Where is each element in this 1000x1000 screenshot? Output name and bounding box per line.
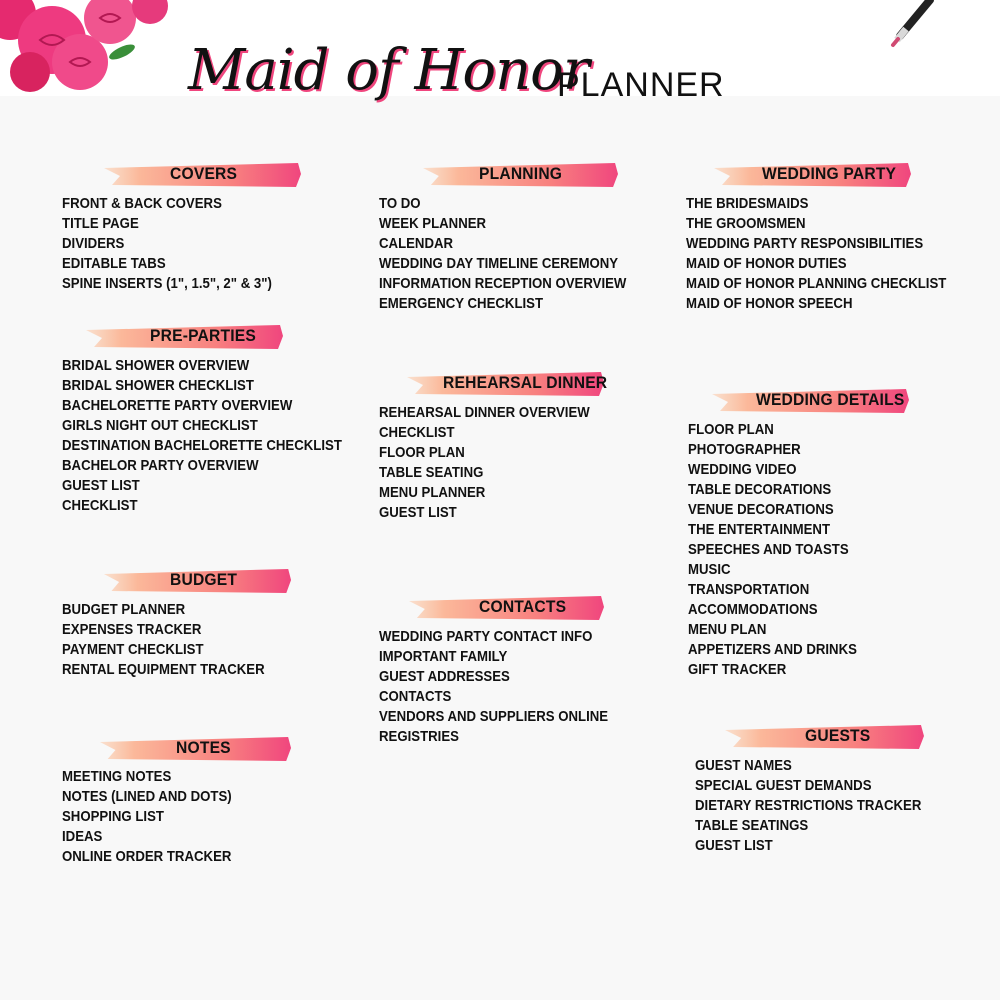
list-item: TITLE PAGE [62,215,139,232]
list-item: MENU PLAN [688,621,767,638]
list-item: BACHELORETTE PARTY OVERVIEW [62,397,293,414]
list-item: MEETING NOTES [62,768,172,785]
list-item: GIFT TRACKER [688,661,787,678]
section-header [421,160,619,190]
section-title: COVERS [170,164,238,183]
section-title: GUESTS [805,726,871,745]
list-item: PHOTOGRAPHER [688,441,801,458]
list-item: EXPENSES TRACKER [62,621,202,638]
list-item: TRANSPORTATION [688,581,810,598]
section-header [405,369,608,399]
list-item: CHECKLIST [379,424,455,441]
section-wedding-party [686,160,976,314]
section-header [102,160,302,190]
list-item: SHOPPING LIST [62,808,164,825]
list-item: DIETARY RESTRICTIONS TRACKER [695,797,922,814]
list-item: GUEST LIST [379,504,457,521]
list-item: THE ENTERTAINMENT [688,521,831,538]
section-header [102,566,292,596]
section-title: BUDGET [170,570,238,589]
section-header [84,322,284,352]
section-planning [379,160,659,314]
list-item: SPINE INSERTS (1", 1.5", 2" & 3") [62,275,272,292]
list-item: CALENDAR [379,235,454,252]
item-list [379,194,659,314]
list-item: MUSIC [688,561,731,578]
list-item: BRIDAL SHOWER CHECKLIST [62,377,254,394]
item-list [379,403,659,523]
item-list [62,194,322,294]
section-budget [62,566,322,680]
section-notes [62,734,322,867]
list-item: REGISTRIES [379,728,459,745]
list-item: SPECIAL GUEST DEMANDS [695,777,872,794]
list-item: CONTACTS [379,688,452,705]
list-item: NOTES (LINED AND DOTS) [62,788,232,805]
list-item: THE GROOMSMEN [686,215,806,232]
item-list [688,420,978,680]
list-item: ONLINE ORDER TRACKER [62,848,232,865]
list-item: WEDDING PARTY RESPONSIBILITIES [686,235,924,252]
list-item: APPETIZERS AND DRINKS [688,641,857,658]
list-item: GUEST LIST [62,477,140,494]
section-title: WEDDING DETAILS [756,390,905,409]
list-item: IDEAS [62,828,103,845]
section-header [407,593,605,623]
list-item: EDITABLE TABS [62,255,166,272]
list-item: MAID OF HONOR SPEECH [686,295,853,312]
list-item: FLOOR PLAN [379,444,465,461]
item-list [379,627,659,747]
section-title: WEDDING PARTY [762,164,897,183]
list-item: CHECKLIST [62,497,138,514]
item-list [62,356,362,516]
section-pre-parties [62,322,362,516]
section-header [723,722,925,752]
section-header [712,160,912,190]
list-item: TABLE SEATING [379,464,484,481]
list-item: TABLE SEATINGS [695,817,809,834]
item-list [62,767,322,867]
section-header [710,386,910,416]
list-item: WEDDING PARTY CONTACT INFO [379,628,593,645]
list-item: WEEK PLANNER [379,215,487,232]
list-item: GUEST ADDRESSES [379,668,510,685]
list-item: ACCOMMODATIONS [688,601,818,618]
list-item: GUEST LIST [695,837,773,854]
section-header [98,734,292,764]
list-item: FLOOR PLAN [688,421,774,438]
list-item: GIRLS NIGHT OUT CHECKLIST [62,417,258,434]
section-title: PLANNING [479,164,563,183]
item-list [695,756,975,856]
list-item: TABLE DECORATIONS [688,481,832,498]
section-title: PRE-PARTIES [150,326,257,345]
list-item: VENUE DECORATIONS [688,501,834,518]
list-item: DIVIDERS [62,235,125,252]
section-guests [695,722,975,856]
list-item: BUDGET PLANNER [62,601,186,618]
section-covers [62,160,322,294]
section-title: REHEARSAL DINNER [443,373,608,392]
list-item: BRIDAL SHOWER OVERVIEW [62,357,250,374]
list-item: BACHELOR PARTY OVERVIEW [62,457,259,474]
list-item: REHEARSAL DINNER OVERVIEW [379,404,590,421]
list-item: RENTAL EQUIPMENT TRACKER [62,661,265,678]
list-item: EMERGENCY CHECKLIST [379,295,544,312]
list-item: INFORMATION RECEPTION OVERVIEW [379,275,627,292]
list-item: DESTINATION BACHELORETTE CHECKLIST [62,437,342,454]
list-item: PAYMENT CHECKLIST [62,641,204,658]
list-item: IMPORTANT FAMILY [379,648,508,665]
list-item: MAID OF HONOR PLANNING CHECKLIST [686,275,947,292]
item-list [686,194,976,314]
pen-icon [880,0,940,50]
list-item: MENU PLANNER [379,484,486,501]
list-item: MAID OF HONOR DUTIES [686,255,847,272]
item-list [62,600,322,680]
title-planner: PLANNER [557,66,725,104]
title-script: Maid of Honor [188,38,589,103]
section-contacts [379,593,659,747]
list-item: TO DO [379,195,421,212]
flower-decoration-icon [0,0,180,95]
list-item: WEDDING DAY TIMELINE CEREMONY [379,255,619,272]
list-item: FRONT & BACK COVERS [62,195,222,212]
section-rehearsal-dinner [379,369,659,523]
list-item: GUEST NAMES [695,757,792,774]
section-wedding-details [688,386,978,680]
list-item: THE BRIDESMAIDS [686,195,809,212]
section-title: CONTACTS [479,597,567,616]
list-item: WEDDING VIDEO [688,461,797,478]
section-title: NOTES [176,738,231,757]
list-item: VENDORS AND SUPPLIERS ONLINE [379,708,609,725]
list-item: SPEECHES AND TOASTS [688,541,849,558]
